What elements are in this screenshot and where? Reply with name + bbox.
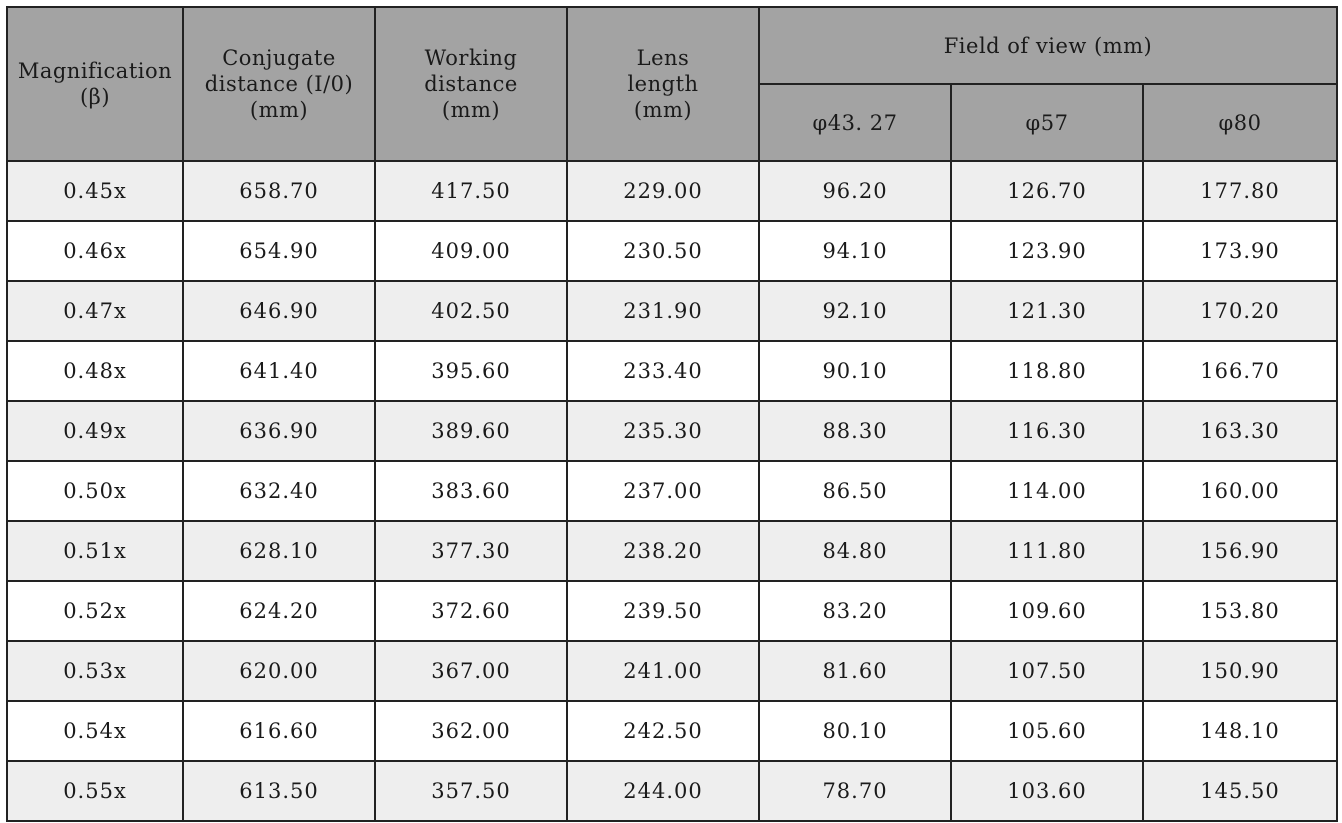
cell-fov-57: 114.00	[951, 461, 1143, 521]
cell-fov-43: 80.10	[759, 701, 951, 761]
cell-fov-80: 156.90	[1143, 521, 1337, 581]
cell-conjugate-distance: 641.40	[183, 341, 375, 401]
cell-fov-57: 121.30	[951, 281, 1143, 341]
cell-working-distance: 362.00	[375, 701, 567, 761]
cell-working-distance: 367.00	[375, 641, 567, 701]
cell-fov-43: 78.70	[759, 761, 951, 821]
table-row	[7, 761, 1337, 821]
table-header	[7, 7, 1337, 161]
header-working-line: Working	[424, 46, 518, 70]
header-lens-line: (mm)	[633, 98, 693, 122]
cell-magnification: 0.51x	[7, 521, 183, 581]
lens-spec-table	[6, 6, 1338, 822]
cell-conjugate-distance: 613.50	[183, 761, 375, 821]
header-lens-length	[567, 7, 759, 161]
header-magnification	[7, 7, 183, 161]
header-fov-57: φ57	[951, 84, 1143, 161]
cell-fov-43: 88.30	[759, 401, 951, 461]
cell-fov-43: 92.10	[759, 281, 951, 341]
cell-working-distance: 409.00	[375, 221, 567, 281]
header-working-line: distance	[424, 72, 518, 96]
table-row	[7, 701, 1337, 761]
cell-magnification: 0.52x	[7, 581, 183, 641]
cell-lens-length: 231.90	[567, 281, 759, 341]
cell-fov-43: 94.10	[759, 221, 951, 281]
cell-lens-length: 238.20	[567, 521, 759, 581]
cell-magnification: 0.55x	[7, 761, 183, 821]
cell-fov-80: 177.80	[1143, 161, 1337, 221]
cell-fov-57: 107.50	[951, 641, 1143, 701]
cell-working-distance: 357.50	[375, 761, 567, 821]
cell-lens-length: 241.00	[567, 641, 759, 701]
header-conjugate-line: (mm)	[249, 98, 309, 122]
cell-fov-80: 163.30	[1143, 401, 1337, 461]
cell-fov-57: 116.30	[951, 401, 1143, 461]
header-lens-line: length	[627, 72, 699, 96]
cell-lens-length: 237.00	[567, 461, 759, 521]
cell-magnification: 0.54x	[7, 701, 183, 761]
cell-conjugate-distance: 624.20	[183, 581, 375, 641]
cell-conjugate-distance: 628.10	[183, 521, 375, 581]
table-row	[7, 521, 1337, 581]
cell-magnification: 0.49x	[7, 401, 183, 461]
cell-fov-43: 86.50	[759, 461, 951, 521]
cell-lens-length: 239.50	[567, 581, 759, 641]
cell-fov-80: 166.70	[1143, 341, 1337, 401]
cell-lens-length: 235.30	[567, 401, 759, 461]
cell-fov-43: 83.20	[759, 581, 951, 641]
cell-fov-57: 109.60	[951, 581, 1143, 641]
table-row	[7, 341, 1337, 401]
table-row	[7, 401, 1337, 461]
cell-magnification: 0.50x	[7, 461, 183, 521]
cell-lens-length: 230.50	[567, 221, 759, 281]
header-magnification-line: (β)	[79, 85, 111, 109]
cell-fov-43: 81.60	[759, 641, 951, 701]
cell-fov-57: 111.80	[951, 521, 1143, 581]
cell-conjugate-distance: 654.90	[183, 221, 375, 281]
table-row	[7, 581, 1337, 641]
cell-working-distance: 383.60	[375, 461, 567, 521]
header-working-distance	[375, 7, 567, 161]
cell-fov-80: 153.80	[1143, 581, 1337, 641]
cell-fov-57: 103.60	[951, 761, 1143, 821]
cell-magnification: 0.48x	[7, 341, 183, 401]
cell-fov-43: 84.80	[759, 521, 951, 581]
cell-conjugate-distance: 632.40	[183, 461, 375, 521]
cell-magnification: 0.53x	[7, 641, 183, 701]
cell-lens-length: 229.00	[567, 161, 759, 221]
table-row	[7, 281, 1337, 341]
cell-fov-57: 105.60	[951, 701, 1143, 761]
cell-fov-57: 126.70	[951, 161, 1143, 221]
cell-working-distance: 372.60	[375, 581, 567, 641]
cell-fov-80: 145.50	[1143, 761, 1337, 821]
cell-lens-length: 244.00	[567, 761, 759, 821]
cell-magnification: 0.46x	[7, 221, 183, 281]
table-row	[7, 461, 1337, 521]
cell-fov-80: 150.90	[1143, 641, 1337, 701]
cell-lens-length: 233.40	[567, 341, 759, 401]
table-row	[7, 161, 1337, 221]
header-working-line: (mm)	[441, 98, 501, 122]
cell-fov-80: 160.00	[1143, 461, 1337, 521]
cell-working-distance: 395.60	[375, 341, 567, 401]
header-magnification-line: Magnification	[17, 59, 173, 83]
table-row	[7, 641, 1337, 701]
cell-conjugate-distance: 636.90	[183, 401, 375, 461]
cell-working-distance: 377.30	[375, 521, 567, 581]
cell-magnification: 0.47x	[7, 281, 183, 341]
table-body	[7, 161, 1337, 821]
cell-fov-43: 96.20	[759, 161, 951, 221]
header-fov-80: φ80	[1143, 84, 1337, 161]
cell-conjugate-distance: 658.70	[183, 161, 375, 221]
cell-conjugate-distance: 616.60	[183, 701, 375, 761]
cell-fov-57: 123.90	[951, 221, 1143, 281]
cell-working-distance: 402.50	[375, 281, 567, 341]
cell-working-distance: 417.50	[375, 161, 567, 221]
cell-working-distance: 389.60	[375, 401, 567, 461]
cell-fov-43: 90.10	[759, 341, 951, 401]
cell-fov-80: 148.10	[1143, 701, 1337, 761]
cell-fov-80: 170.20	[1143, 281, 1337, 341]
cell-conjugate-distance: 620.00	[183, 641, 375, 701]
cell-fov-80: 173.90	[1143, 221, 1337, 281]
header-lens-line: Lens	[636, 46, 690, 70]
cell-magnification: 0.45x	[7, 161, 183, 221]
lens-spec-sheet	[6, 6, 1336, 818]
table-row	[7, 221, 1337, 281]
cell-fov-57: 118.80	[951, 341, 1143, 401]
header-conjugate-line: Conjugate	[222, 46, 336, 70]
header-field-of-view: Field of view (mm)	[759, 7, 1337, 84]
header-conjugate-line: distance (I/0)	[204, 72, 354, 96]
cell-lens-length: 242.50	[567, 701, 759, 761]
header-conjugate-distance	[183, 7, 375, 161]
header-fov-43: φ43. 27	[759, 84, 951, 161]
cell-conjugate-distance: 646.90	[183, 281, 375, 341]
